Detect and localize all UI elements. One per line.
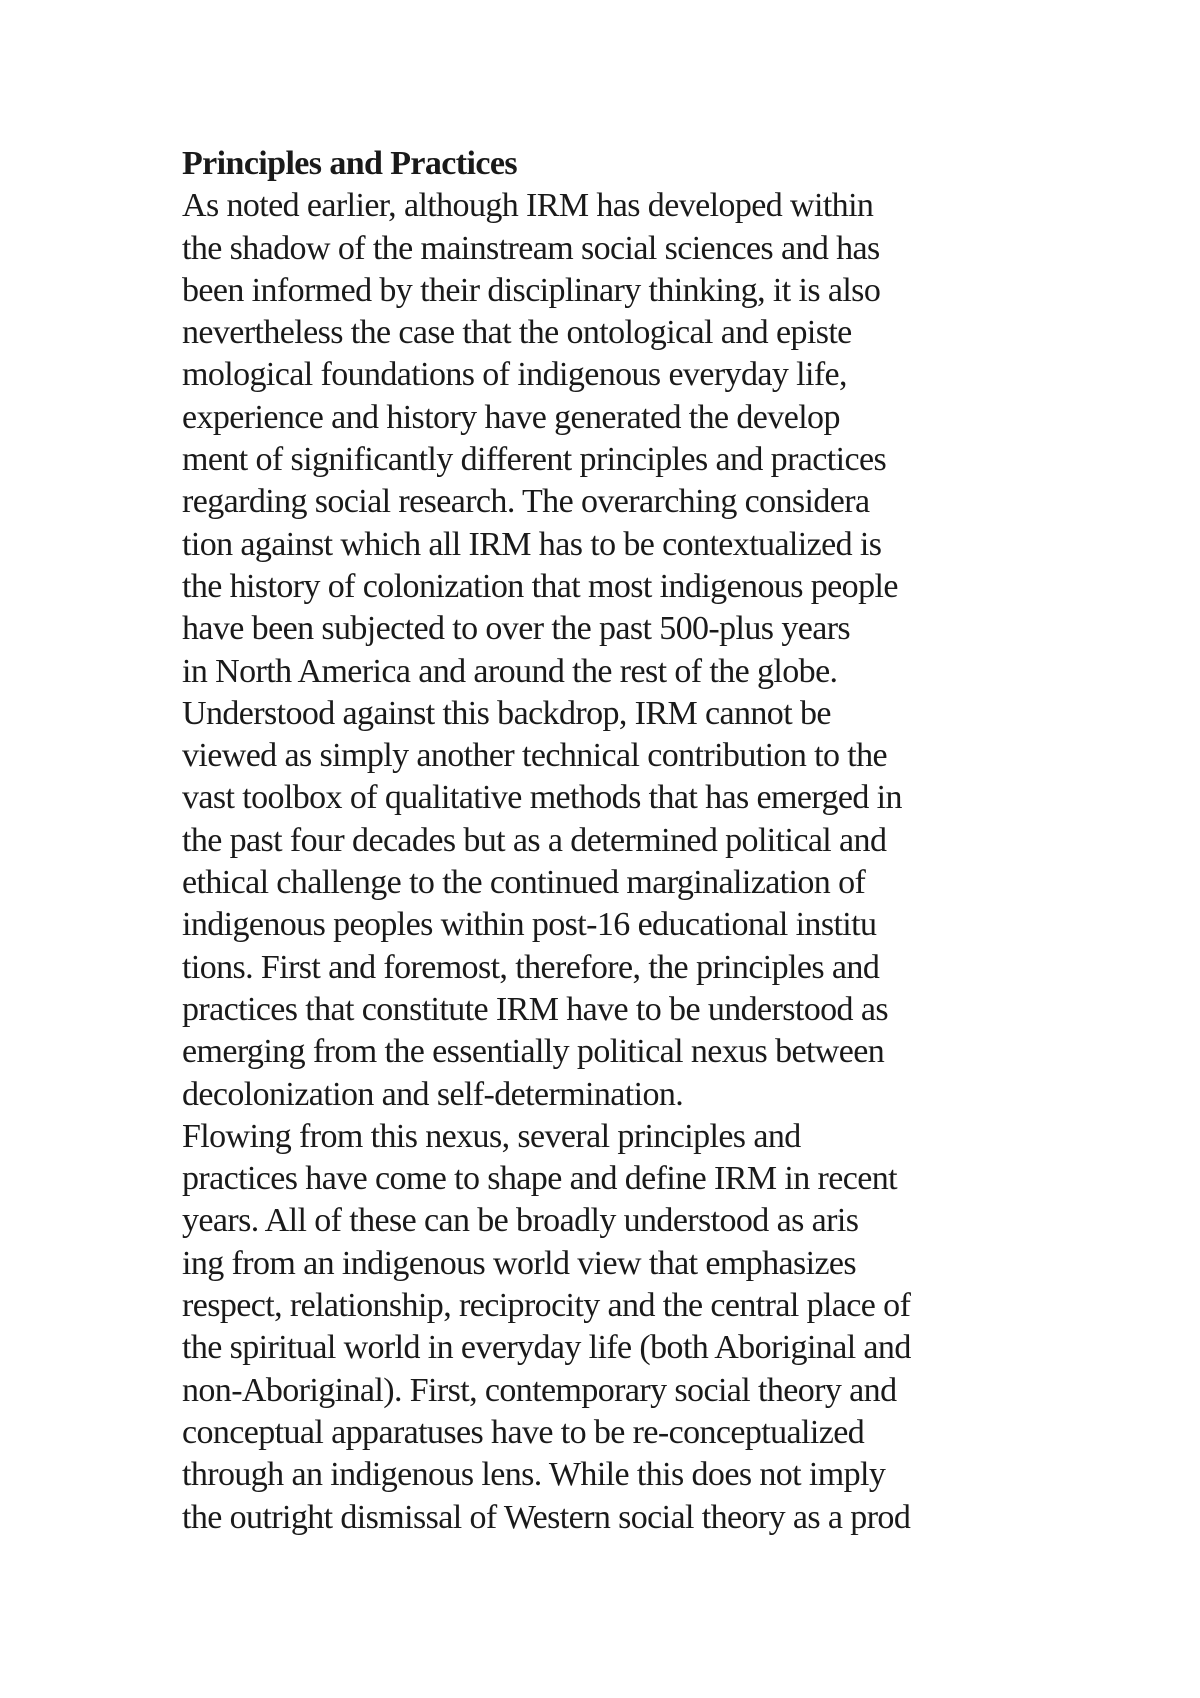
text-line: non-Aboriginal). First, contemporary social theory and <box>182 1371 897 1409</box>
text-line: ethical challenge to the continued marginalization of <box>182 864 866 902</box>
section-heading: Principles and Practices <box>182 145 517 182</box>
text-line: experience and history have generated the develop <box>182 398 840 436</box>
text-line: emerging from the essentially political nexus between <box>182 1033 885 1071</box>
text-line: viewed as simply another technical contribution to the <box>182 737 888 775</box>
text-line: the outright dismissal of Western social theory as a prod <box>182 1498 911 1536</box>
text-line: the past four decades but as a determined political and <box>182 821 887 859</box>
text-line: tion against which all IRM has to be contextualized is <box>182 525 882 563</box>
text-line: indigenous peoples within post-16 educational institu <box>182 906 877 944</box>
text-line: tions. First and foremost, therefore, the principles and <box>182 948 880 986</box>
text-line: practices have come to shape and define IRM in recent <box>182 1160 897 1198</box>
text-line: in North America and around the rest of the globe. <box>182 652 838 690</box>
text-line: As noted earlier, although IRM has developed within <box>182 187 874 225</box>
text-line: have been subjected to over the past 500-plus years <box>182 610 851 648</box>
text-line: been informed by their disciplinary thinking, it is also <box>182 271 881 309</box>
text-line: ing from an indigenous world view that emphasizes <box>182 1244 857 1282</box>
text-line: regarding social research. The overarching considera <box>182 483 870 521</box>
text-line: practices that constitute IRM have to be understood as <box>182 990 888 1028</box>
text-line: decolonization and self-determination. <box>182 1075 684 1113</box>
body-text <box>182 143 1182 1539</box>
text-line: the history of colonization that most indigenous people <box>182 567 898 605</box>
text-line: ment of significantly different principles and practices <box>182 441 887 479</box>
text-line: the spiritual world in everyday life (both Aboriginal and <box>182 1329 911 1367</box>
text-line: through an indigenous lens. While this does not imply <box>182 1456 886 1494</box>
text-line: vast toolbox of qualitative methods that has emerged in <box>182 779 902 817</box>
text-line: years. All of these can be broadly understood as aris <box>182 1202 859 1240</box>
text-line: Understood against this backdrop, IRM cannot be <box>182 694 831 732</box>
text-line: conceptual apparatuses have to be re-conceptualized <box>182 1413 865 1451</box>
text-line: the shadow of the mainstream social sciences and has <box>182 229 880 267</box>
text-line: respect, relationship, reciprocity and the central place of <box>182 1287 911 1325</box>
text-line: mological foundations of indigenous everyday life, <box>182 356 847 394</box>
text-line: Flowing from this nexus, several principles and <box>182 1117 801 1155</box>
text-line: nevertheless the case that the ontological and episte <box>182 314 852 352</box>
